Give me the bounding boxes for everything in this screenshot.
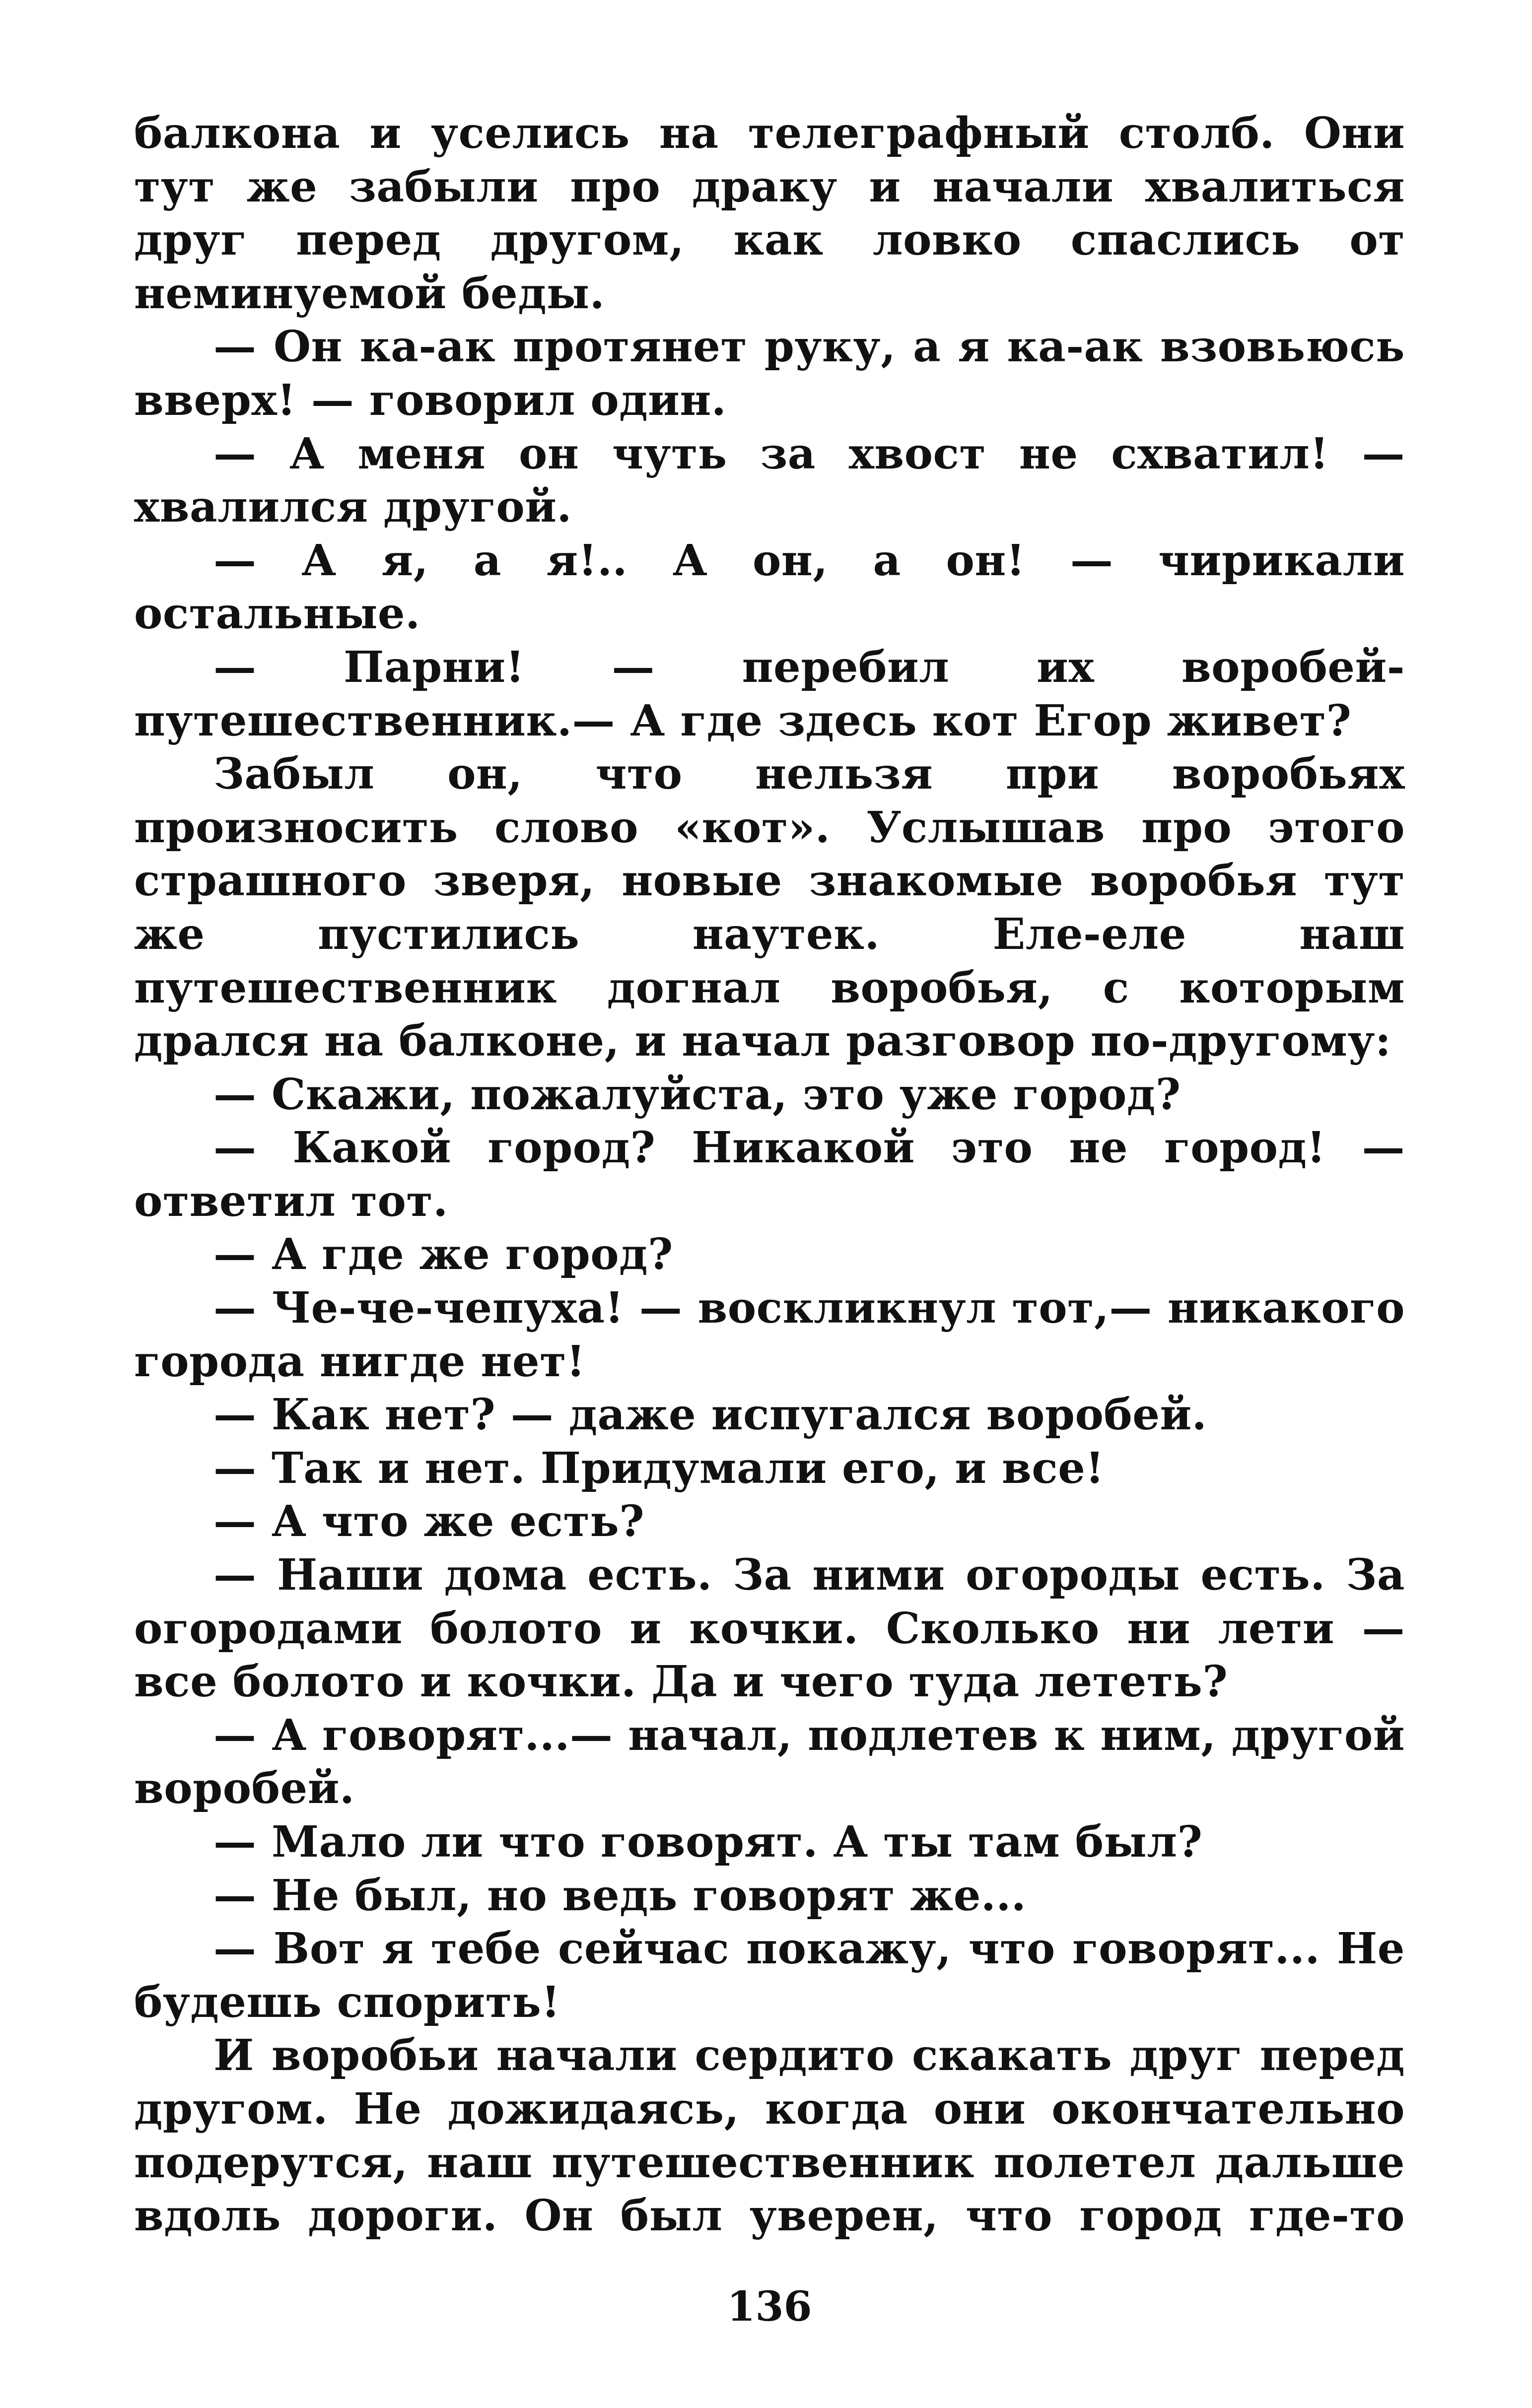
dialogue-line: — А меня он чуть за хвост не схватил! — хвалился другой. bbox=[134, 428, 1405, 533]
dialogue-line: — Так и нет. Придумали его, и все! bbox=[213, 1443, 1105, 1493]
book-page bbox=[134, 107, 1405, 2350]
dialogue-line: — Парни! — перебил их воробей-путешественник.— А где здесь кот Егор живет? bbox=[134, 642, 1405, 746]
dialogue-line: — А что же есть? bbox=[213, 1496, 645, 1547]
page-text bbox=[134, 107, 1405, 2243]
dialogue-line: — Он ка-ак протянет руку, а я ка-ак взовьюсь вверх! — говорил один. bbox=[134, 322, 1405, 425]
dialogue-line: — А говорят...— начал, подлетев к ним, другой воробей. bbox=[134, 1710, 1405, 1814]
paragraph: балкона и уселись на телеграфный столб. Они тут же забыли про драку и начали хвалиться друг перед другом, как ловко спаслись от неминуемой беды. bbox=[134, 108, 1405, 319]
dialogue-line: — Не был, но ведь говорят же... bbox=[213, 1870, 1027, 1921]
dialogue-line: — Как нет? — даже испугался воробей. bbox=[213, 1390, 1207, 1440]
dialogue-line: — А я, а я!.. А он, а он! — чирикали остальные. bbox=[134, 535, 1405, 639]
dialogue-line: — Скажи, пожалуйста, это уже город? bbox=[213, 1069, 1181, 1120]
dialogue-line: — Какой город? Никакой это не город! — ответил тот. bbox=[134, 1123, 1405, 1226]
dialogue-line: — Наши дома есть. За ними огороды есть. За огородами болото и кочки. Сколько ни лети — все болото и кочки. Да и чего туда лететь? bbox=[134, 1550, 1405, 1707]
dialogue-line: — А где же город? bbox=[213, 1229, 673, 1280]
dialogue-line: — Мало ли что говорят. А ты там был? bbox=[213, 1817, 1203, 1867]
paragraph: Забыл он, что нельзя при воробьях произносить слово «кот». Услышав про этого страшного зверя, новые знакомые воробья тут же пустились наутек. Еле-еле наш путешественник догнал воробья, с которым дрался на балконе, и начал разговор по-другому: bbox=[134, 749, 1405, 1067]
dialogue-line: — Вот я тебе сейчас покажу, что говорят... Не будешь спорить! bbox=[134, 1924, 1405, 2027]
page-number: 136 bbox=[727, 2283, 812, 2331]
paragraph: И воробьи начали сердито скакать друг перед другом. Не дожидаясь, когда они окончательно подерутся, наш путешественник полетел дальше вдоль дороги. Он был уверен, что город где-то bbox=[134, 2030, 1405, 2241]
dialogue-line: — Че-че-чепуха! — воскликнул тот,— никакого города нигде нет! bbox=[134, 1283, 1405, 1387]
